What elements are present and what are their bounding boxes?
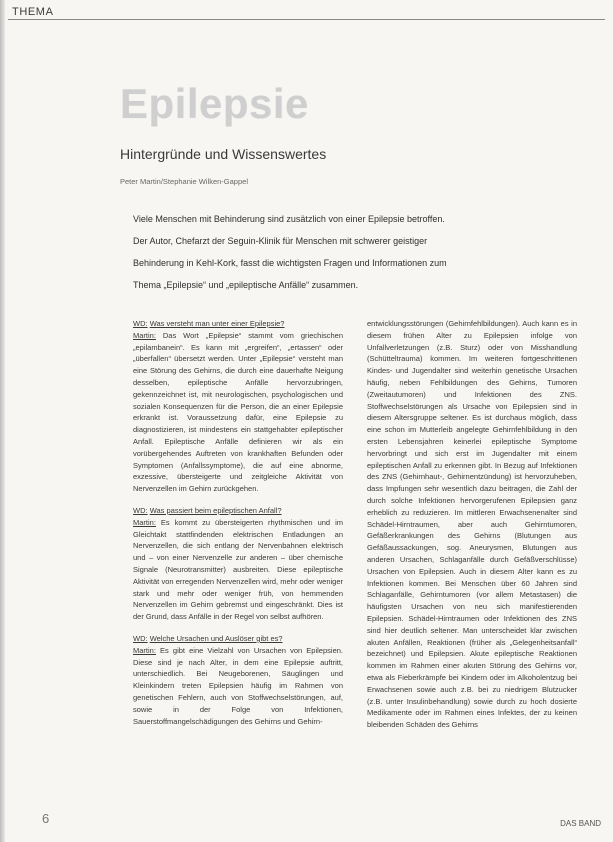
question-label: WD: (133, 633, 148, 643)
answer-text: Es kommt zu übersteigerten rhythmischen und im Gleichtakt stattfindenden elektrischen Entladungen an Nervenzellen, die sich entlang der Nervenbahnen elektrisch und – von einer Nervenzelle zur anderen – über chemische Signale (Neurotransmitter) ausbreiten. Diese epileptische Aktivität von erregenden Nervenzellen wird, mehr oder weniger stark und mehr oder weniger früh, von hemmenden Nervenzellen im Gehirn gebremst und eingeschränkt. Dies ist der Grund, dass Anfälle in der Regel von selbst aufhören. (133, 517, 343, 622)
article-subtitle: Hintergründe und Wissenswertes (120, 146, 327, 162)
question-text: Was versteht man unter einer Epilepsie? (149, 319, 285, 328)
answer-label: Martin: (133, 645, 156, 655)
answer-text: Das Wort „Epilepsie“ stammt vom griechischen „epilambanein“. Es kann mit „ergreifen“, „ertassen“ oder „überfallen“ übersetzt werden. Unter „Epilepsie“ versteht man eine Störung des Gehirns, die durch eine dauerhafte Neigung desselben, epileptische Anfälle hervorzubringen, gekennzeichnet ist, mit neurologischen, psychologischen und sozialen Konsequenzen für die Person, die an einer Epilepsie erkrankt ist. Voraussetzung dafür, eine Epilepsie zu diagnostizieren, ist mindestens ein stattgehabter epileptischer Anfall. Epileptische Anfälle definieren wir als ein vorübergehendes Auftreten von krankhaften Befunden oder Symptomen (Anfallssymptome), die auf eine abnorme, exzessive, übersteigerte und zeitgleiche Aktivität von Nervenzellen im Gehirn zurückgehen. (133, 330, 343, 494)
question-label: WD: (133, 319, 148, 328)
article-title: Epilepsie (120, 80, 309, 127)
answer-label: Martin: (133, 517, 156, 527)
right-column (367, 318, 577, 741)
answer-label: Martin: (133, 330, 156, 340)
page-number: 6 (42, 811, 50, 826)
qa-block (133, 633, 343, 727)
answer-text: Es gibt eine Vielzahl von Ursachen von Epilepsien. Diese sind je nach Alter, in dem eine Epilepsie auftritt, unterschiedlich. Bei Neugeborenen, Säuglingen und Kleinkindern treten Epilepsien häufig im Rahmen von genetischen Fehlern, auch von Stoffwechselstörungen, auf, sowie in der Folge von Infektionen, Sauerstoffmangelschädigungen des Gehirns und Gehirn- (133, 645, 343, 726)
question-text: Was passiert beim epileptischen Anfall? (149, 505, 282, 515)
intro-line: Behinderung in Kehl-Kork, fasst die wichtigsten Fragen und Informationen zum (133, 258, 447, 268)
qa-block (133, 318, 343, 495)
qa-block (133, 505, 343, 623)
question-label: WD: (133, 505, 148, 515)
top-rule (8, 19, 605, 20)
footer-brand: DAS BAND (560, 819, 601, 828)
question-text: Welche Ursachen und Auslöser gibt es? (149, 633, 283, 643)
article-authors: Peter Martin/Stephanie Wilken-Gappel (120, 177, 248, 186)
scan-edge (0, 0, 5, 842)
intro-line: Thema „Epilepsie“ und „epileptische Anfälle“ zusammen. (133, 280, 359, 290)
intro-line: Der Autor, Chefarzt der Seguin-Klinik für Menschen mit schwerer geistiger (133, 236, 428, 246)
intro-line: Viele Menschen mit Behinderung sind zusätzlich von einer Epilepsie betroffen. (133, 214, 445, 224)
intro-paragraph (133, 208, 533, 296)
section-label: THEMA (12, 6, 54, 18)
left-column (133, 318, 343, 737)
continued-text: entwicklungsstörungen (Gehirnfehlbildungen). Auch kann es in diesem frühen Alter zu Epilepsien infolge von Unfallverletzungen (z.B. Sturz) oder von Misshandlung (Schütteltrauma) kommen. Im weiteren fortgeschrittenen Kindes- und Jugendalter sind weiterhin genetische Ursachen häufig, neben Fehlbildungen des Gehirns, Tumoren (Zweitautumoren) und Infektionen des ZNS. Stoffwechselstörungen als Ursache von Epilepsien sind in diesem Altersgruppe seltener. Es ist durchaus möglich, dass eine schon im Mutterleib angelegte Gehirnfehlbildung in den ersten Lebensjahren keinerlei epileptische Symptome hervorbringt und sich erst im Jugendalter mit einem epileptischen Anfall zu erkennen gibt. In Bezug auf Infektionen des ZNS (Gehirnhaut-, Gehirnentzündung) ist hervorzuheben, dass Impfungen sehr wesentlich dazu beitragen, die Zahl der durch solche Infektionen hervorgerufenen Epilepsien ganz erheblich zu reduzieren. Im mittleren Erwachsenenalter sind Schädel-Hirntraumen, aber auch Gehirntumoren, Gefäßerkrankungen des Gehirns (Blutungen aus Gefäßaussackungen, sog. Aneurysmen, Blutungen aus anderen Ursachen, Schlaganfälle durch Gefäßverschlüsse) Ursachen von Epilepsien. Auch in diesem Alter kann es zu Infektionen kommen. Bei Menschen über 60 Jahren sind Schlaganfälle, Gehirntumoren (vor allem Metastasen) die häufigsten Ursachen von neu sich manifestierenden Epilepsien. Schädel-Hirntraumen oder Infektionen des ZNS sind hier deutlich seltener. Man unterscheidet klar zwischen akuten Anfällen, Reaktionen (früher als „Gelegenheitsanfall“ bezeichnet) und Epilepsien. Akute epileptische Reaktionen kommen im Rahmen einer akuten Störung des Gehirns vor, etwa als Fieberkrämpfe bei Kindern oder im Alkoholentzug bei Erwachsenen sowie auch z.B. bei zu niedrigem Blutzucker (z.B. unter Insulinbehandlung) sowie durch zu hoch dosierte Medikamente oder im Rahmen eines Infektes, der zu keinen bleibenden Schäden des Gehirns (367, 319, 577, 730)
